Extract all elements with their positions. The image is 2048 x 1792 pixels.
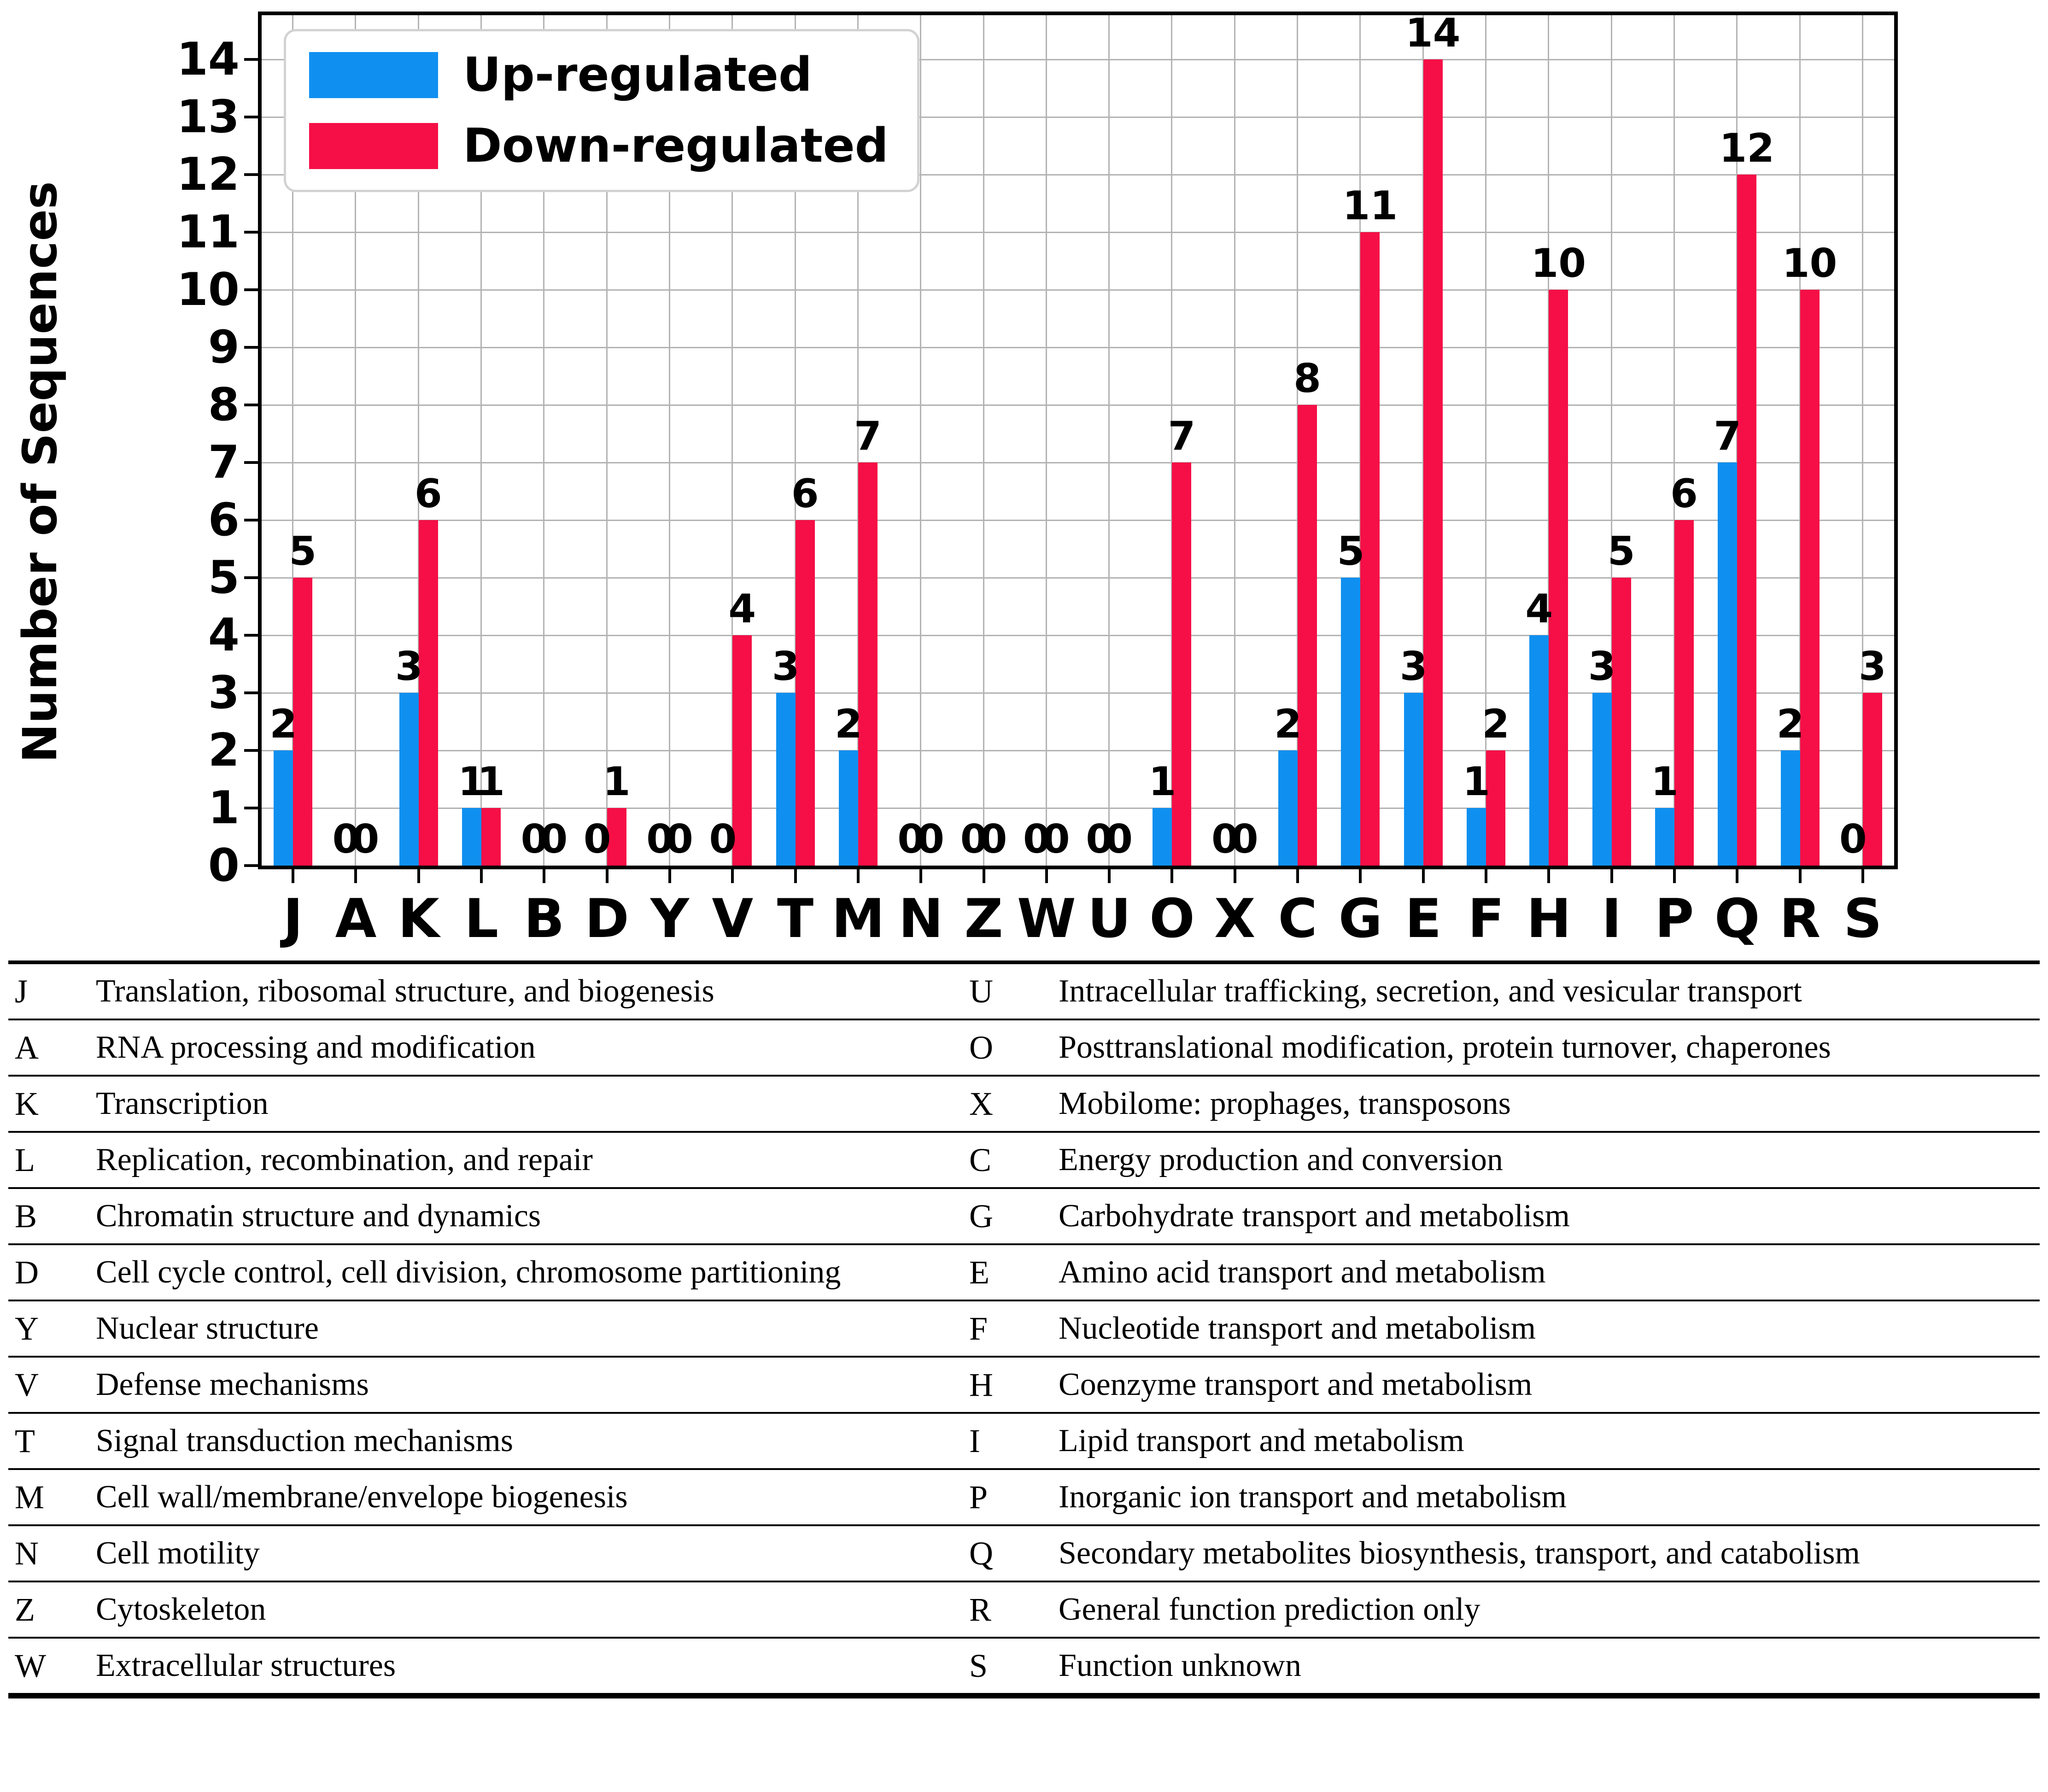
y-tick-mark-12 — [244, 173, 258, 176]
glossary-desc-A: RNA processing and modification — [96, 1030, 536, 1065]
gridline-h-8 — [262, 404, 1894, 406]
y-tick-mark-8 — [244, 404, 258, 406]
glossary-row-6 — [8, 1245, 2040, 1301]
x-tick-mark-P — [1673, 869, 1676, 883]
glossary-row-11 — [8, 1526, 2040, 1582]
cog-glossary-table — [8, 960, 2040, 1698]
gridline-h-3 — [262, 692, 1894, 694]
gridline-v-N — [920, 15, 921, 866]
bar-value-up-P: 1 — [1651, 759, 1679, 805]
plot-area — [258, 12, 1898, 869]
bar-value-up-F: 1 — [1463, 759, 1490, 805]
bar-value-up-K: 3 — [395, 644, 423, 690]
bar-up-P — [1655, 808, 1674, 866]
y-tick-mark-3 — [244, 691, 258, 694]
glossary-desc-J: Translation, ribosomal structure, and biogenesis — [96, 973, 714, 1009]
glossary-desc-C: Energy production and conversion — [1059, 1142, 1503, 1177]
glossary-code-S: S — [969, 1647, 988, 1684]
y-tick-label-4: 4 — [208, 609, 240, 662]
bar-down-P — [1674, 520, 1694, 866]
glossary-desc-V: Defense mechanisms — [96, 1367, 369, 1402]
glossary-code-R: R — [969, 1591, 992, 1628]
glossary-code-N: N — [15, 1535, 39, 1572]
glossary-desc-S: Function unknown — [1059, 1648, 1301, 1683]
gridline-v-U — [1108, 15, 1110, 866]
glossary-desc-M: Cell wall/membrane/envelope biogenesis — [96, 1479, 628, 1515]
glossary-code-M: M — [15, 1479, 45, 1516]
bar-value-up-H: 4 — [1525, 586, 1553, 632]
glossary-row-13 — [8, 1639, 2040, 1693]
bar-value-down-H: 10 — [1531, 240, 1586, 287]
bar-down-T — [796, 520, 815, 866]
bar-value-up-J: 2 — [269, 701, 298, 747]
x-tick-label-I: I — [1602, 888, 1622, 950]
y-tick-mark-7 — [244, 461, 258, 464]
bar-value-up-C: 2 — [1274, 701, 1302, 747]
x-tick-mark-T — [794, 869, 797, 883]
y-tick-label-5: 5 — [208, 551, 240, 604]
bar-value-up-G: 5 — [1337, 528, 1365, 574]
glossary-code-H: H — [969, 1366, 993, 1403]
glossary-code-V: V — [15, 1366, 39, 1403]
glossary-desc-G: Carbohydrate transport and metabolism — [1059, 1198, 1570, 1234]
x-tick-label-S: S — [1843, 888, 1882, 950]
bar-value-up-Q: 7 — [1714, 413, 1742, 459]
glossary-desc-H: Coenzyme transport and metabolism — [1059, 1367, 1533, 1402]
x-tick-mark-Z — [983, 869, 985, 883]
x-tick-mark-B — [543, 869, 545, 883]
x-tick-label-Y: Y — [650, 888, 689, 950]
x-tick-label-J: J — [283, 888, 303, 950]
bar-down-K — [419, 520, 438, 866]
bar-down-R — [1800, 290, 1820, 866]
x-tick-label-H: H — [1526, 888, 1571, 950]
bar-value-up-N: 0 — [897, 816, 925, 862]
legend-item-down — [309, 118, 889, 173]
y-tick-label-8: 8 — [208, 379, 240, 431]
x-tick-label-L: L — [464, 888, 499, 950]
glossary-desc-P: Inorganic ion transport and metabolism — [1059, 1479, 1567, 1515]
y-tick-label-2: 2 — [208, 724, 240, 777]
legend-swatch-down-regulated — [309, 123, 438, 169]
glossary-row-8 — [8, 1358, 2040, 1414]
gridline-v-W — [1046, 15, 1047, 866]
glossary-desc-T: Signal transduction mechanisms — [96, 1423, 513, 1458]
x-tick-label-E: E — [1405, 888, 1442, 950]
x-tick-label-T: T — [777, 888, 814, 950]
y-tick-label-6: 6 — [208, 494, 240, 546]
y-tick-mark-0 — [244, 864, 258, 867]
glossary-desc-E: Amino acid transport and metabolism — [1059, 1254, 1546, 1290]
gridline-h-11 — [262, 232, 1894, 233]
bar-value-up-E: 3 — [1399, 644, 1428, 690]
gridline-h-4 — [262, 635, 1894, 636]
bar-value-up-D: 0 — [583, 816, 611, 862]
x-tick-mark-C — [1296, 869, 1299, 883]
x-tick-label-O: O — [1149, 888, 1195, 950]
bar-up-T — [776, 693, 796, 866]
bar-value-down-J: 5 — [289, 528, 317, 574]
x-tick-label-C: C — [1278, 888, 1317, 950]
glossary-desc-N: Cell motility — [96, 1535, 260, 1571]
glossary-desc-Q: Secondary metabolites biosynthesis, transport, and catabolism — [1059, 1535, 1860, 1571]
bar-down-Q — [1737, 175, 1756, 866]
x-tick-mark-E — [1422, 869, 1425, 883]
bar-value-down-O: 7 — [1168, 413, 1196, 459]
glossary-row-1 — [8, 964, 2040, 1020]
y-tick-label-3: 3 — [208, 667, 240, 719]
bar-value-up-O: 1 — [1148, 759, 1176, 805]
bar-value-up-B: 0 — [521, 816, 549, 862]
glossary-code-I: I — [969, 1423, 980, 1459]
bar-up-E — [1404, 693, 1423, 866]
x-tick-mark-A — [354, 869, 357, 883]
y-tick-mark-2 — [244, 749, 258, 752]
bar-value-down-C: 8 — [1293, 356, 1321, 402]
y-tick-mark-5 — [244, 576, 258, 579]
x-tick-mark-L — [480, 869, 483, 883]
y-tick-mark-10 — [244, 288, 258, 291]
glossary-desc-B: Chromatin structure and dynamics — [96, 1198, 541, 1234]
y-tick-mark-6 — [244, 519, 258, 521]
glossary-desc-R: General function prediction only — [1059, 1592, 1480, 1627]
glossary-desc-I: Lipid transport and metabolism — [1059, 1423, 1464, 1458]
bar-down-O — [1172, 463, 1191, 866]
glossary-code-L: L — [15, 1142, 35, 1178]
bar-value-up-S: 0 — [1839, 816, 1867, 862]
x-tick-mark-Q — [1736, 869, 1738, 883]
y-tick-label-0: 0 — [208, 839, 240, 892]
x-tick-mark-F — [1485, 869, 1487, 883]
gridline-v-Z — [983, 15, 984, 866]
legend — [284, 29, 919, 192]
bar-down-M — [858, 463, 878, 866]
gridline-h-10 — [262, 289, 1894, 291]
x-tick-label-N: N — [898, 888, 943, 950]
bar-value-up-Z: 0 — [960, 816, 988, 862]
x-tick-mark-Y — [668, 869, 671, 883]
x-tick-label-X: X — [1214, 888, 1256, 950]
x-tick-mark-V — [731, 869, 734, 883]
x-tick-label-Q: Q — [1714, 888, 1760, 950]
bar-up-J — [274, 750, 293, 866]
gridline-h-9 — [262, 347, 1894, 348]
bar-value-down-Y: 0 — [666, 816, 693, 862]
glossary-desc-X: Mobilome: prophages, transposons — [1059, 1086, 1511, 1121]
legend-label-down-regulated: Down-regulated — [463, 118, 889, 173]
glossary-code-Y: Y — [15, 1310, 39, 1347]
bar-value-down-N: 0 — [917, 816, 945, 862]
y-axis-title: Number of Sequences — [13, 181, 68, 763]
bar-up-L — [462, 808, 481, 866]
bar-value-down-F: 2 — [1482, 701, 1510, 747]
glossary-code-D: D — [15, 1254, 39, 1291]
y-tick-label-10: 10 — [176, 264, 240, 316]
x-tick-mark-N — [919, 869, 922, 883]
bar-value-down-G: 11 — [1342, 183, 1398, 229]
x-tick-label-U: U — [1088, 888, 1131, 950]
x-tick-mark-J — [292, 869, 294, 883]
glossary-row-5 — [8, 1189, 2040, 1245]
bar-value-up-A: 0 — [332, 816, 360, 862]
bar-down-C — [1298, 405, 1317, 866]
x-tick-mark-G — [1359, 869, 1362, 883]
bar-value-down-A: 0 — [351, 816, 380, 862]
x-tick-label-M: M — [831, 888, 885, 950]
glossary-desc-W: Extracellular structures — [96, 1648, 396, 1683]
legend-label-up-regulated: Up-regulated — [463, 47, 813, 102]
y-tick-label-11: 11 — [176, 206, 240, 258]
glossary-code-T: T — [15, 1423, 35, 1459]
bar-up-M — [839, 750, 858, 866]
glossary-code-Z: Z — [15, 1591, 35, 1628]
y-tick-mark-1 — [244, 807, 258, 809]
glossary-desc-D: Cell cycle control, cell division, chromosome partitioning — [96, 1254, 841, 1290]
bar-value-up-W: 0 — [1023, 816, 1051, 862]
bar-down-I — [1612, 578, 1631, 866]
y-tick-label-7: 7 — [208, 436, 240, 489]
bar-value-down-T: 6 — [791, 471, 819, 517]
bar-value-up-V: 0 — [709, 816, 737, 862]
x-tick-label-K: K — [398, 888, 439, 950]
bar-value-down-S: 3 — [1858, 644, 1886, 690]
glossary-desc-Y: Nuclear structure — [96, 1311, 319, 1346]
glossary-row-4 — [8, 1133, 2040, 1189]
glossary-code-E: E — [969, 1254, 989, 1291]
y-tick-label-1: 1 — [208, 782, 240, 834]
glossary-code-O: O — [969, 1029, 993, 1066]
bar-value-down-Q: 12 — [1719, 125, 1775, 171]
x-tick-mark-D — [606, 869, 609, 883]
y-tick-label-9: 9 — [208, 321, 240, 374]
legend-item-up — [309, 47, 889, 102]
x-tick-mark-O — [1170, 869, 1173, 883]
bar-up-G — [1341, 578, 1360, 866]
y-tick-label-12: 12 — [176, 148, 240, 201]
glossary-code-A: A — [15, 1029, 39, 1066]
glossary-desc-L: Replication, recombination, and repair — [96, 1142, 593, 1177]
gridline-h-6 — [262, 520, 1894, 521]
x-tick-label-G: G — [1338, 888, 1382, 950]
bar-value-up-X: 0 — [1211, 816, 1239, 862]
glossary-code-U: U — [969, 973, 993, 1010]
glossary-desc-Z: Cytoskeleton — [96, 1592, 266, 1627]
y-tick-label-13: 13 — [176, 91, 240, 143]
x-tick-label-B: B — [524, 888, 565, 950]
y-tick-label-14: 14 — [176, 33, 240, 86]
y-tick-mark-14 — [244, 58, 258, 61]
y-tick-mark-9 — [244, 346, 258, 349]
glossary-code-B: B — [15, 1198, 37, 1235]
x-tick-mark-I — [1610, 869, 1613, 883]
x-tick-mark-U — [1108, 869, 1111, 883]
bar-value-down-B: 0 — [540, 816, 568, 862]
glossary-desc-U: Intracellular trafficking, secretion, and vesicular transport — [1059, 973, 1802, 1009]
glossary-code-W: W — [15, 1647, 46, 1684]
bar-value-up-I: 3 — [1588, 644, 1616, 690]
glossary-desc-O: Posttranslational modification, protein turnover, chaperones — [1059, 1030, 1831, 1065]
x-tick-mark-S — [1861, 869, 1864, 883]
bar-up-H — [1529, 635, 1549, 866]
x-tick-label-D: D — [585, 888, 629, 950]
glossary-desc-K: Transcription — [96, 1086, 269, 1121]
y-tick-mark-11 — [244, 231, 258, 234]
bar-value-down-Z: 0 — [979, 816, 1007, 862]
glossary-code-K: K — [15, 1085, 39, 1122]
bar-value-up-T: 3 — [772, 644, 800, 690]
x-tick-mark-K — [417, 869, 420, 883]
glossary-code-J: J — [15, 973, 28, 1010]
glossary-row-2 — [8, 1020, 2040, 1077]
bar-value-up-L: 1 — [458, 759, 486, 805]
bar-value-down-R: 10 — [1782, 240, 1837, 287]
x-tick-label-P: P — [1655, 888, 1694, 950]
bar-value-down-L: 1 — [477, 759, 505, 805]
bar-down-H — [1549, 290, 1568, 866]
gridline-h-1 — [262, 808, 1894, 809]
x-tick-mark-R — [1799, 869, 1802, 883]
glossary-row-12 — [8, 1582, 2040, 1639]
glossary-code-G: G — [969, 1198, 993, 1235]
glossary-row-10 — [8, 1470, 2040, 1526]
gridline-h-5 — [262, 577, 1894, 579]
x-tick-label-R: R — [1779, 888, 1821, 950]
glossary-code-X: X — [969, 1085, 993, 1122]
x-tick-label-W: W — [1017, 888, 1076, 950]
gridline-h-2 — [262, 750, 1894, 751]
x-tick-mark-X — [1234, 869, 1236, 883]
glossary-row-7 — [8, 1301, 2040, 1358]
bar-up-Q — [1718, 463, 1737, 866]
glossary-code-C: C — [969, 1142, 992, 1178]
gridline-v-X — [1234, 15, 1235, 866]
x-tick-mark-H — [1547, 869, 1550, 883]
glossary-code-F: F — [969, 1310, 988, 1347]
x-tick-label-Z: Z — [964, 888, 1003, 950]
y-tick-mark-4 — [244, 634, 258, 637]
bar-value-down-P: 6 — [1670, 471, 1698, 517]
x-tick-label-F: F — [1468, 888, 1504, 950]
x-tick-label-V: V — [712, 888, 754, 950]
bar-value-down-U: 0 — [1105, 816, 1133, 862]
legend-swatch-up-regulated — [309, 52, 438, 98]
glossary-row-3 — [8, 1077, 2040, 1133]
bar-value-down-W: 0 — [1042, 816, 1070, 862]
glossary-code-P: P — [969, 1479, 988, 1516]
bar-value-down-V: 4 — [728, 586, 756, 632]
bar-value-down-I: 5 — [1607, 528, 1635, 574]
bar-value-down-X: 0 — [1230, 816, 1258, 862]
y-tick-mark-13 — [244, 116, 258, 118]
bar-value-down-K: 6 — [414, 471, 442, 517]
x-tick-label-A: A — [335, 888, 377, 950]
glossary-desc-F: Nucleotide transport and metabolism — [1059, 1311, 1536, 1346]
glossary-code-Q: Q — [969, 1535, 993, 1572]
bar-up-F — [1467, 808, 1486, 866]
bar-down-E — [1423, 59, 1443, 866]
bar-up-R — [1781, 750, 1800, 866]
bar-value-up-U: 0 — [1086, 816, 1114, 862]
bar-value-down-M: 7 — [854, 413, 882, 459]
x-tick-mark-M — [857, 869, 860, 883]
bar-up-I — [1592, 693, 1612, 866]
bar-value-up-R: 2 — [1776, 701, 1804, 747]
glossary-row-9 — [8, 1414, 2040, 1470]
bar-value-up-M: 2 — [835, 701, 862, 747]
gridline-h-7 — [262, 462, 1894, 463]
bar-value-up-Y: 0 — [646, 816, 674, 862]
x-tick-mark-W — [1045, 869, 1048, 883]
bar-value-down-D: 1 — [603, 759, 631, 805]
bar-value-down-E: 14 — [1405, 10, 1461, 56]
